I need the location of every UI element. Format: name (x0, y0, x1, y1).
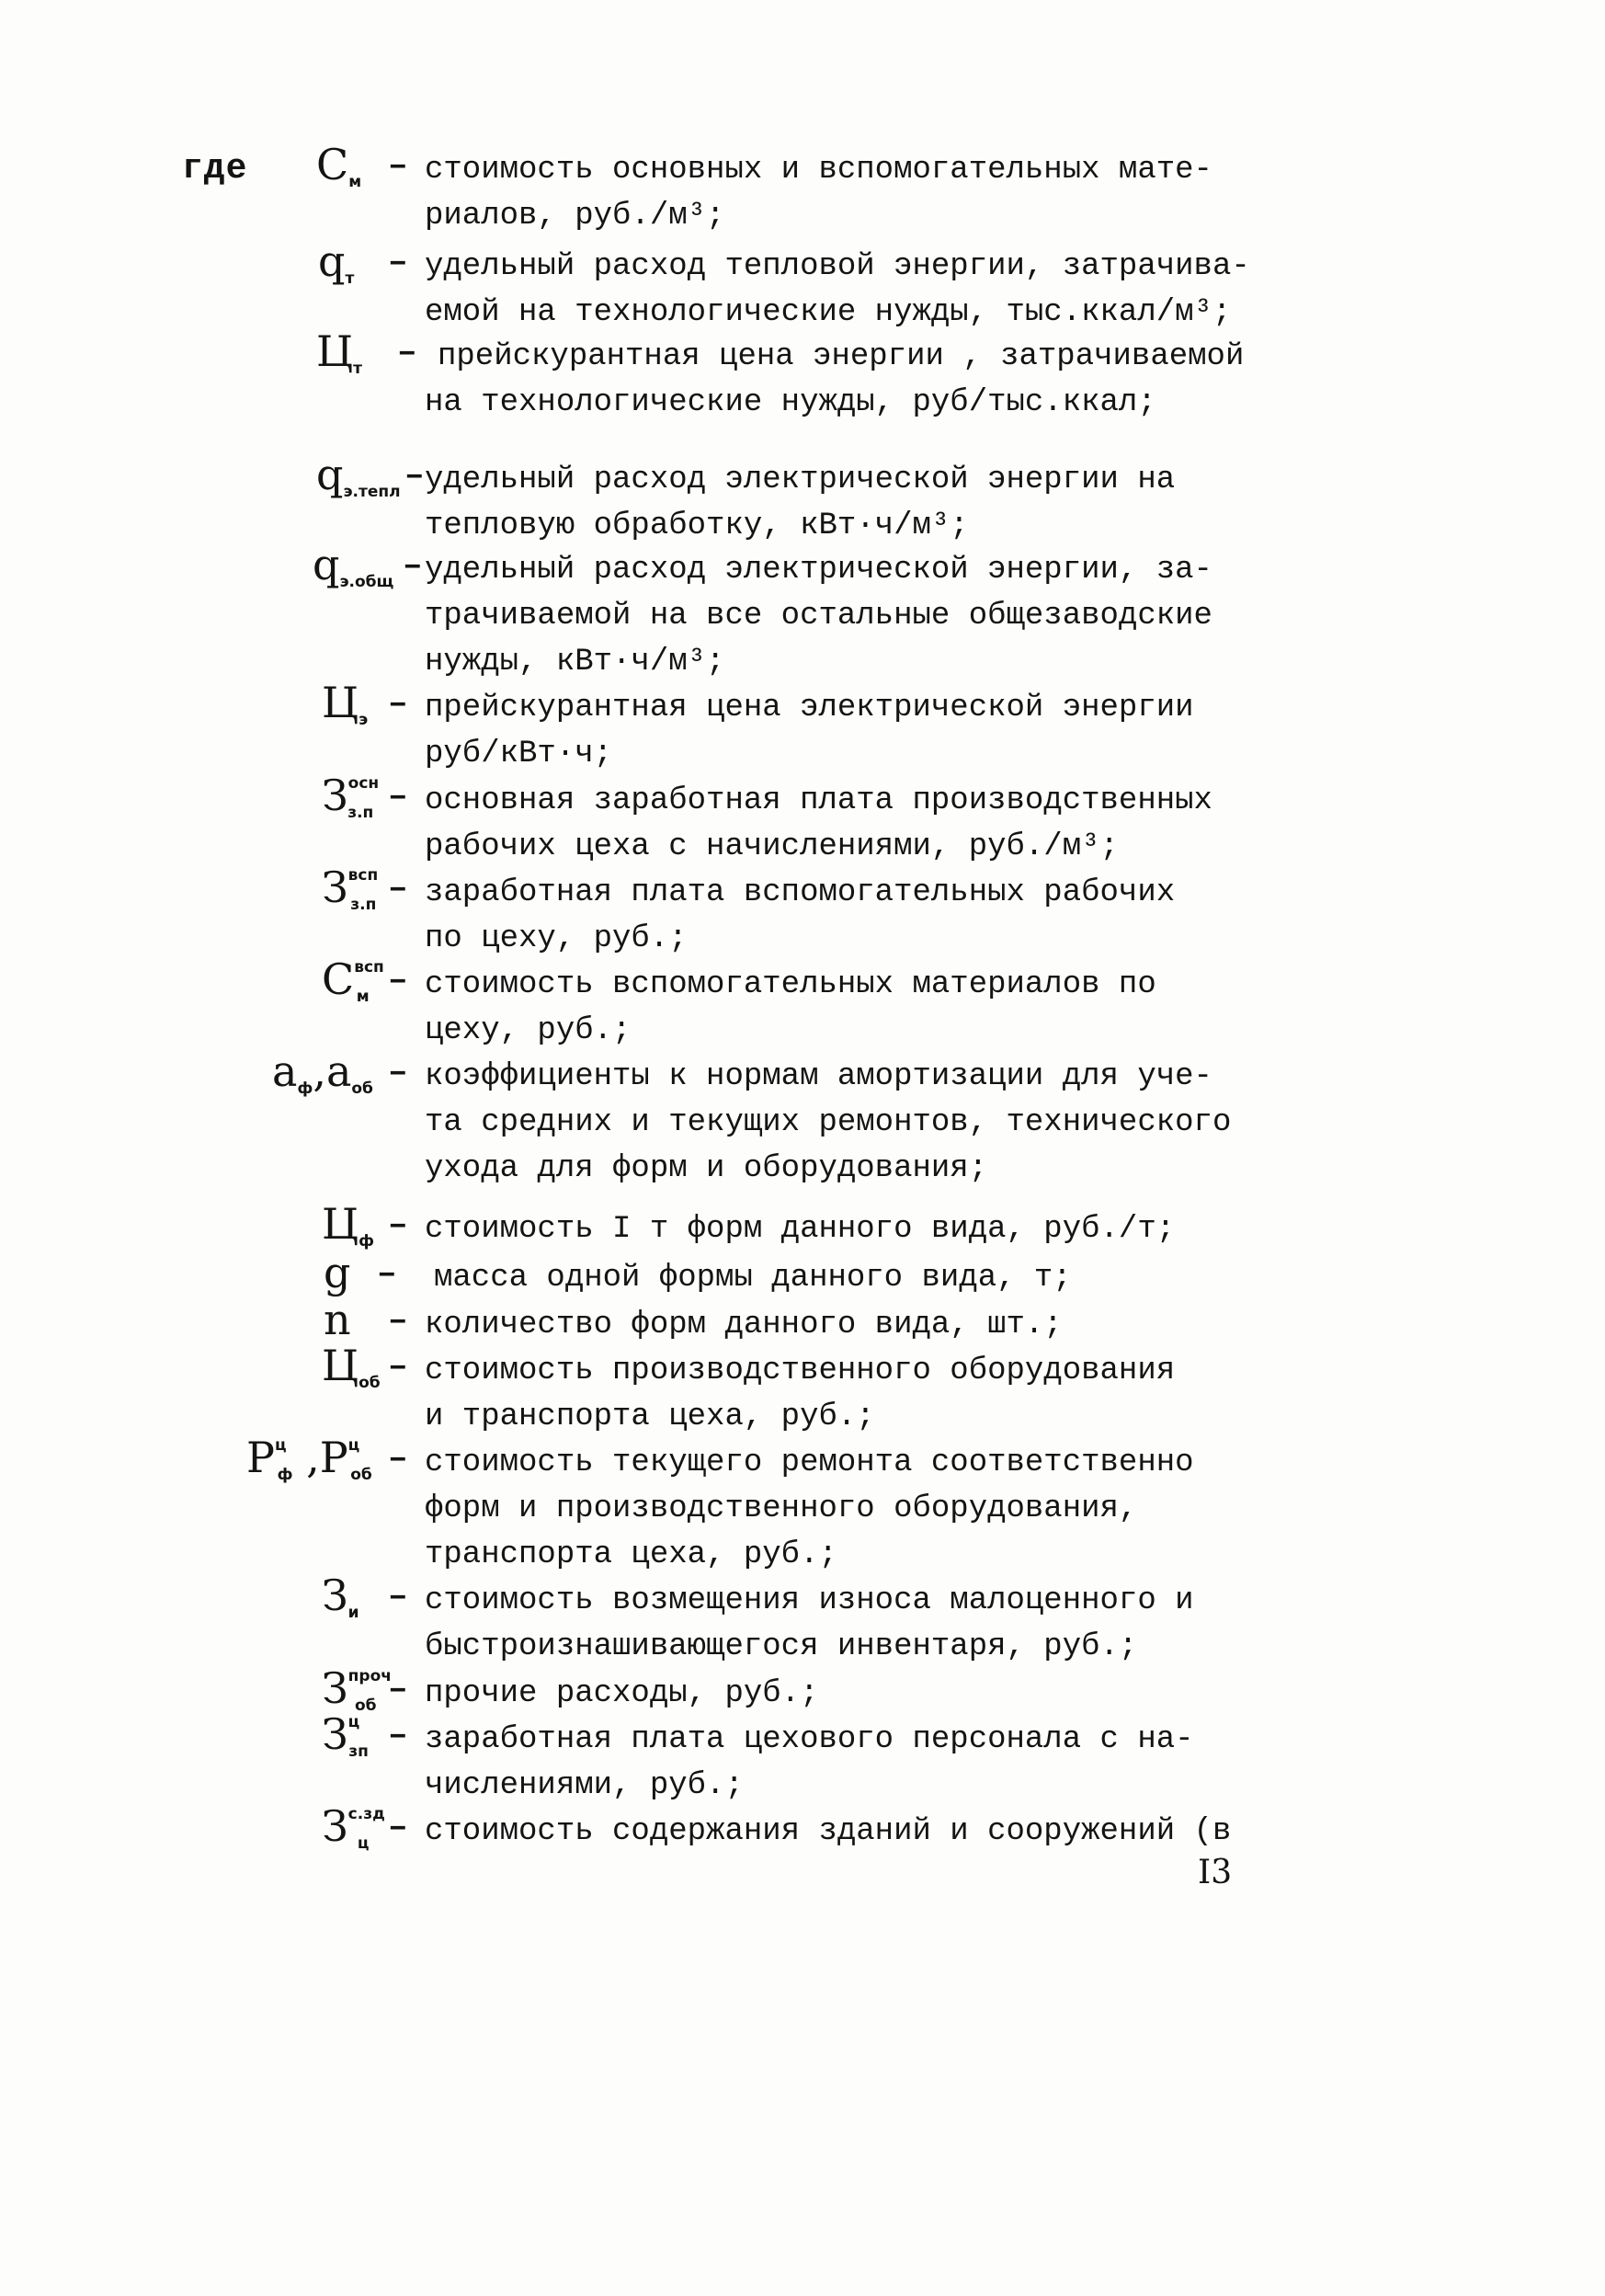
entry-symbol: $З^{с.зд}_ц$ (322, 1801, 385, 1853)
entry-symbol: g (324, 1248, 351, 1297)
entry-symbol: $З^ц_{зп}$ (322, 1709, 369, 1761)
entry-symbol: $Р^ц_ф$ $,Р^ц_{об}$ (246, 1433, 372, 1484)
entry-description: стоимость возмещения износа малоценного и быстроизнашивающегося инвентаря, руб.; (425, 1583, 1194, 1664)
entry-symbol: $q_{э.тепл}$ (316, 450, 401, 501)
entry-symbol: $q_{э.общ}$ (313, 540, 394, 591)
entry-symbol: $С_м$ (316, 140, 362, 191)
entry-description: заработная плата цехового персонала с на- числениями, руб.; (425, 1722, 1194, 1803)
document-page: где $С_м$ – стоимость основных и вспомогательных мате- риалов, руб./м³; $q_т$ – удельный расход тепловой энергии, затрачива- емой на технологические нужды, тыс.ккал/м³; $Ц_т$ – прейскурантная цена энергии , затрачиваемой на технологические нужды, руб/тыс.ккал; $q_{э.тепл}$ – удельный расход электрической энергии на тепловую обработку, кВт·ч/м³; $q_{э.общ}$ – удельный расход электрической энергии, за- трачиваемой на все остальные общезаводские нужды, кВт·ч/м³; $Ц_э$ – прейскурантная цена электрической энергии руб/кВт·ч; $З^{осн}_{з.п}$ – основная заработная плата производственных рабочих цеха с начислениями, руб./м³; $З^{всп}_{з.п}$ – заработная плата вспомогательных рабочих по цеху, руб.; $С^{всп}_м$ – стоимость вспомогательных материалов по цеху, руб.; $а_ф,а_{об}$ – коэффициенты к нормам амортизации для уче- та средних и текущих ремонтов, технического ухода для форм и оборудования; $Ц_ф$ – стоимость I т форм данного вида, руб./т; g – масса одной формы данного вида, т; n – количество форм данного вида, шт.; $Ц_{об}$ – стоимость производственного оборудования и транспорта цеха, руб.; $Р^ц_ф$ $,Р^ц_{об}$ – стоимость текущего ремонта соответственно форм и производственного оборудования, транспорта цеха, руб.; $З_и$ – стоимость возмещения износа малоценного и быстроизнашивающегося инвентаря, руб.; $З^{проч}_{об}$ – прочие расходы, руб.; $З^ц_{зп}$ – заработная плата цехового персонала с на- числениями, руб.; $З^{с.зд}_ц$ – стоимость содержания зданий и сооружений (в I3 (0, 0, 1605, 2296)
entry-description: удельный расход электрической энергии на тепловую обработку, кВт·ч/м³; (425, 463, 1176, 543)
entry-symbol: $Ц_ф$ (322, 1199, 374, 1251)
entry-description: удельный расход тепловой энергии, затрачива- емой на технологические нужды, тыс.ккал/м³; (425, 249, 1250, 330)
entry-description: стоимость текущего ремонта соответственно форм и производственного оборудования, транспорта цеха, руб.; (425, 1445, 1194, 1572)
entry-description: прейскурантная цена энергии , затрачиваемой на технологические нужды, руб/тыс.ккал; (425, 339, 1245, 420)
entry-description: количество форм данного вида, шт.; (425, 1308, 1063, 1342)
entry-description: стоимость вспомогательных материалов по цеху, руб.; (425, 967, 1156, 1048)
entry-symbol: $З_и$ (322, 1571, 359, 1622)
entry-description: прочие расходы, руб.; (425, 1676, 819, 1711)
entry-symbol: $З^{осн}_{з.п}$ (322, 771, 380, 822)
entry-description: удельный расход электрической энергии, за- трачиваемой на все остальные общезаводские нужды, кВт·ч/м³; (425, 553, 1212, 680)
intro-word: где (182, 149, 248, 188)
entry-symbol: $q_т$ (318, 236, 355, 288)
entry-description: заработная плата вспомогательных рабочих по цеху, руб.; (425, 875, 1176, 956)
entry-symbol: $З^{проч}_{об}$ (322, 1663, 392, 1715)
entry-description: прейскурантная цена электрической энергии руб/кВт·ч; (425, 691, 1194, 771)
entry-description: стоимость I т форм данного вида, руб./т; (425, 1212, 1176, 1247)
entry-symbol: $З^{всп}_{з.п}$ (322, 862, 379, 914)
entry-description: стоимость производственного оборудования и транспорта цеха, руб.; (425, 1354, 1176, 1434)
entry-symbol: $а_ф,а_{об}$ (272, 1046, 373, 1098)
entry-description: стоимость основных и вспомогательных мате- риалов, руб./м³; (425, 153, 1212, 234)
entry-symbol: n (324, 1295, 351, 1344)
entry-symbol: $Ц_{об}$ (322, 1341, 381, 1392)
entry-description: коэффициенты к нормам амортизации для уче- та средних и текущих ремонтов, технического ухода для форм и оборудования; (425, 1059, 1232, 1186)
page-number: I3 (1198, 1854, 1233, 1891)
entry-description: масса одной формы данного вида, т; (434, 1261, 1072, 1296)
entry-symbol: $С^{всп}_м$ (322, 954, 384, 1006)
entry-description: основная заработная плата производственных рабочих цеха с начислениями, руб./м³; (425, 783, 1212, 864)
entry-symbol: $Ц_т$ (316, 326, 362, 378)
entry-description: стоимость содержания зданий и сооружений (в (425, 1814, 1232, 1849)
entry-symbol: $Ц_э$ (322, 678, 369, 729)
